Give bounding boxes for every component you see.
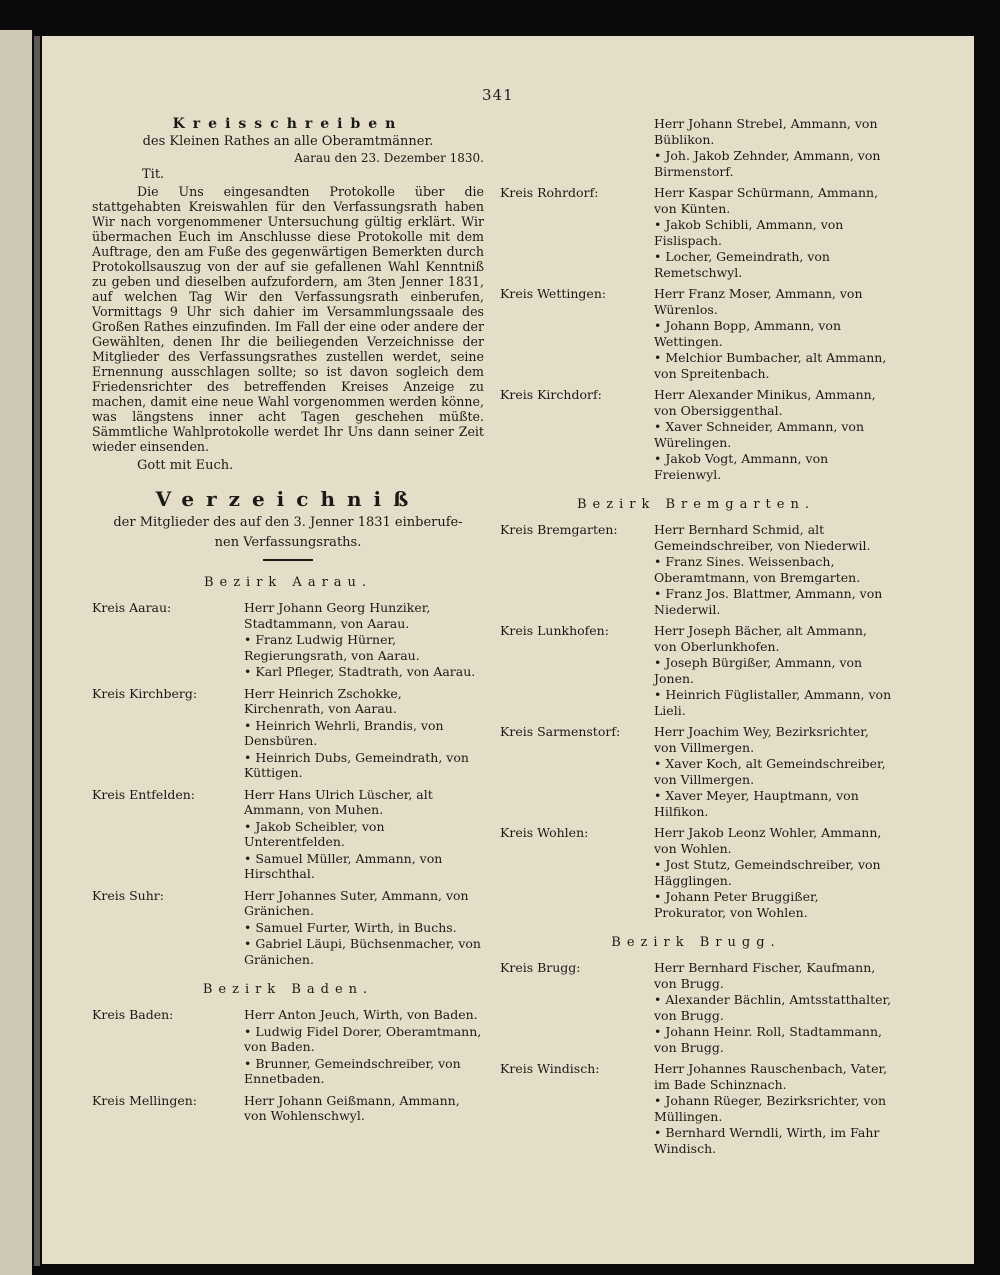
member-item: Herr Jakob Leonz Wohler, Ammann, von Wohlen.: [654, 825, 882, 856]
circular-body: Die Uns eingesandten Protokolle über die stattgehabten Kreiswahlen für den Verfassungsrath haben Wir nach vorgenommener Untersuchung gültig erklärt. Wir übermachen Euch im Anschlusse diese Protokolle mit dem Auftrage, den am Fuße des gegenwärtigen Bemerkten durch Protokollsauszug von der auf sie gefallenen Wahl Kenntniß zu geben und dieselben aufzufordern, am 3ten Jenner 1831, auf welchen Tag Wir den Verfassungsrath einberufen, Vormittags 9 Uhr sich dahier im Versammlungssaale des Großen Rathes einzufinden. Im Fall der eine oder andere der Gewählten, denen Ihr die beiliegenden Verzeichnisse der Mitglieder des Verfassungsrathes zustellen werdet, seine Ernennung ausschlagen sollte; so ist davon sogleich dem Friedensrichter des betreffenden Kreises Anzeige zu machen, damit eine neue Wahl vorgenommen werden könne, was längstens inner acht Tagen geschehen müßte. Sämmtliche Wahlprotokolle werdet Ihr Uns dann seiner Zeit wieder einsenden.: [92, 184, 484, 454]
member-item: Herr Joseph Bächer, alt Ammann, von Oberlunkhofen.: [654, 623, 867, 654]
kreis-entry: [92, 888, 484, 969]
register-title: Verzeichniß: [155, 487, 421, 511]
member-item: • Joseph Bürgißer, Ammann, von Jonen.: [654, 655, 892, 686]
kreis-entry: [500, 387, 892, 483]
continued-kreis-list: [500, 116, 892, 483]
kreis-name: Kreis Suhr:: [92, 887, 164, 903]
left-district-list: [92, 575, 484, 1125]
kreis-entry: [500, 185, 892, 281]
member-item: • Jakob Schibli, Ammann, von Fislispach.: [654, 217, 892, 248]
member-item: • Heinrich Dubs, Gemeindrath, von Küttigen.: [244, 750, 484, 781]
kreis-entry: [92, 1007, 484, 1088]
right-district-list: [500, 497, 892, 1157]
member-item: Herr Joachim Wey, Bezirksrichter, von Villmergen.: [654, 724, 869, 755]
divider: [263, 559, 313, 561]
member-item: • Alexander Bächlin, Amtsstatthalter, von Brugg.: [654, 992, 892, 1023]
member-item: • Jakob Scheibler, von Unterentfelden.: [244, 819, 484, 850]
member-item: Herr Kaspar Schürmann, Ammann, von Künten.: [654, 185, 879, 216]
member-list: [654, 522, 892, 618]
right-column: [500, 116, 892, 1162]
member-item: • Johann Rüeger, Bezirksrichter, von Müllingen.: [654, 1093, 892, 1124]
member-item: • Bernhard Werndli, Wirth, im Fahr Windisch.: [654, 1125, 892, 1156]
member-item: • Franz Sines. Weissenbach, Oberamtmann, von Bremgarten.: [654, 554, 892, 585]
member-item: • Xaver Schneider, Ammann, von Würelingen.: [654, 419, 892, 450]
member-item: • Gabriel Läupi, Büchsenmacher, von Gränichen.: [244, 936, 484, 967]
kreis-entry: [500, 1061, 892, 1157]
member-item: • Jost Stutz, Gemeindschreiber, von Hägglingen.: [654, 857, 892, 888]
member-list: [654, 623, 892, 719]
member-list: [654, 825, 892, 921]
district-heading: Bezirk Bremgarten.: [577, 497, 815, 512]
circular-date: Aarau den 23. Dezember 1830.: [294, 151, 484, 165]
page-number: 341: [482, 86, 514, 104]
member-item: Herr Alexander Minikus, Ammann, von Obersiggenthal.: [654, 387, 876, 418]
kreis-name: Kreis Aarau:: [92, 600, 172, 615]
member-item: • Johann Heinr. Roll, Stadtammann, von Brugg.: [654, 1024, 892, 1055]
member-item: Herr Heinrich Zschokke, Kirchenrath, von Aarau.: [244, 685, 402, 716]
member-list: [654, 387, 892, 483]
kreis-entry: [92, 787, 484, 883]
member-list: [654, 286, 892, 382]
kreis-entry: [500, 623, 892, 719]
member-item: • Jakob Vogt, Ammann, von Freienwyl.: [654, 451, 892, 482]
member-item: Herr Johann Strebel, Ammann, von Büblikon.: [654, 116, 878, 147]
kreis-name: Kreis Lunkhofen:: [500, 623, 609, 638]
member-list: [244, 686, 484, 782]
member-item: Herr Bernhard Fischer, Kaufmann, von Brugg.: [654, 960, 876, 991]
district-heading: Bezirk Brugg.: [611, 935, 781, 950]
member-list: [654, 724, 892, 820]
kreis-name: Kreis Mellingen:: [92, 1092, 197, 1108]
member-item: Herr Hans Ulrich Lüscher, alt Ammann, von Muhen.: [244, 786, 433, 817]
member-list: [654, 1061, 892, 1157]
kreis-name: Kreis Entfelden:: [92, 786, 195, 802]
kreis-name: Kreis Bremgarten:: [500, 522, 618, 537]
kreis-name: Kreis Baden:: [92, 1007, 174, 1022]
member-item: • Xaver Meyer, Hauptmann, von Hilfikon.: [654, 788, 892, 819]
kreis-name: Kreis Brugg:: [500, 960, 581, 975]
kreis-name: Kreis Kirchdorf:: [500, 387, 602, 402]
member-item: • Franz Jos. Blattmer, Ammann, von Niederwil.: [654, 586, 892, 617]
register-subtitle-line1: der Mitglieder des auf den 3. Jenner 1831 einberufe-: [113, 515, 463, 530]
member-list: [654, 185, 892, 281]
member-list: [244, 787, 484, 883]
previous-page-edge: [0, 30, 32, 1275]
salutation: Tit.: [142, 167, 165, 182]
district-heading: Bezirk Aarau.: [203, 575, 373, 590]
member-item: Herr Johannes Rauschenbach, Vater, im Bade Schinznach.: [654, 1061, 888, 1092]
kreis-entry: [500, 724, 892, 820]
kreis-entry: [500, 116, 892, 180]
kreis-entry: [92, 600, 484, 681]
kreis-name: Kreis Wettingen:: [500, 286, 607, 301]
member-item: • Brunner, Gemeindschreiber, von Ennetbaden.: [244, 1056, 484, 1087]
member-item: • Samuel Müller, Ammann, von Hirschthal.: [244, 851, 484, 882]
register-subtitle: [92, 513, 484, 553]
closing: Gott mit Euch.: [137, 458, 234, 473]
member-item: • Johann Peter Bruggißer, Prokurator, von Wohlen.: [654, 889, 892, 920]
member-list: [244, 888, 484, 969]
kreis-name: [500, 116, 654, 180]
member-item: Herr Johannes Suter, Ammann, von Gränichen.: [244, 887, 469, 918]
member-item: Herr Anton Jeuch, Wirth, von Baden.: [244, 1007, 478, 1022]
member-item: Herr Johann Georg Hunziker, Stadtammann, von Aarau.: [244, 600, 431, 631]
kreis-entry: [500, 522, 892, 618]
kreis-entry: [92, 686, 484, 782]
kreis-entry: [500, 960, 892, 1056]
left-column: [92, 116, 484, 1130]
member-item: • Franz Ludwig Hürner, Regierungsrath, von Aarau.: [244, 632, 484, 663]
member-list: [244, 1007, 484, 1088]
register-subtitle-line2: nen Verfassungsraths.: [214, 535, 362, 550]
circular-title: Kreisschreiben: [172, 116, 404, 132]
page-gutter: [34, 36, 40, 1266]
member-item: • Xaver Koch, alt Gemeindschreiber, von Villmergen.: [654, 756, 892, 787]
kreis-entry: [500, 286, 892, 382]
district-heading: Bezirk Baden.: [202, 982, 374, 997]
member-item: • Locher, Gemeindrath, von Remetschwyl.: [654, 249, 892, 280]
member-item: Herr Franz Moser, Ammann, von Würenlos.: [654, 286, 863, 317]
member-list: [654, 116, 892, 180]
member-item: • Heinrich Füglistaller, Ammann, von Lieli.: [654, 687, 892, 718]
document-page: [42, 36, 974, 1264]
member-item: • Joh. Jakob Zehnder, Ammann, von Birmenstorf.: [654, 148, 892, 179]
member-item: Herr Bernhard Schmid, alt Gemeindschreiber, von Niederwil.: [654, 522, 871, 553]
kreis-name: Kreis Sarmenstorf:: [500, 724, 621, 739]
member-item: • Heinrich Wehrli, Brandis, von Densbüren.: [244, 718, 484, 749]
member-list: [654, 960, 892, 1056]
kreis-entry: [500, 825, 892, 921]
member-item: • Samuel Furter, Wirth, in Buchs.: [244, 920, 484, 936]
member-list: [244, 1093, 484, 1125]
member-list: [244, 600, 484, 681]
member-item: • Karl Pfleger, Stadtrath, von Aarau.: [244, 664, 484, 680]
kreis-name: Kreis Rohrdorf:: [500, 185, 599, 200]
member-item: • Johann Bopp, Ammann, von Wettingen.: [654, 318, 892, 349]
member-item: Herr Johann Geißmann, Ammann, von Wohlenschwyl.: [244, 1092, 460, 1123]
kreis-name: Kreis Kirchberg:: [92, 685, 198, 701]
kreis-name: Kreis Windisch:: [500, 1061, 600, 1076]
member-item: • Melchior Bumbacher, alt Ammann, von Spreitenbach.: [654, 350, 892, 381]
member-item: • Ludwig Fidel Dorer, Oberamtmann, von Baden.: [244, 1024, 484, 1055]
kreis-entry: [92, 1093, 484, 1125]
kreis-name: Kreis Wohlen:: [500, 825, 589, 840]
circular-subtitle: des Kleinen Rathes an alle Oberamtmänner.: [142, 134, 434, 149]
